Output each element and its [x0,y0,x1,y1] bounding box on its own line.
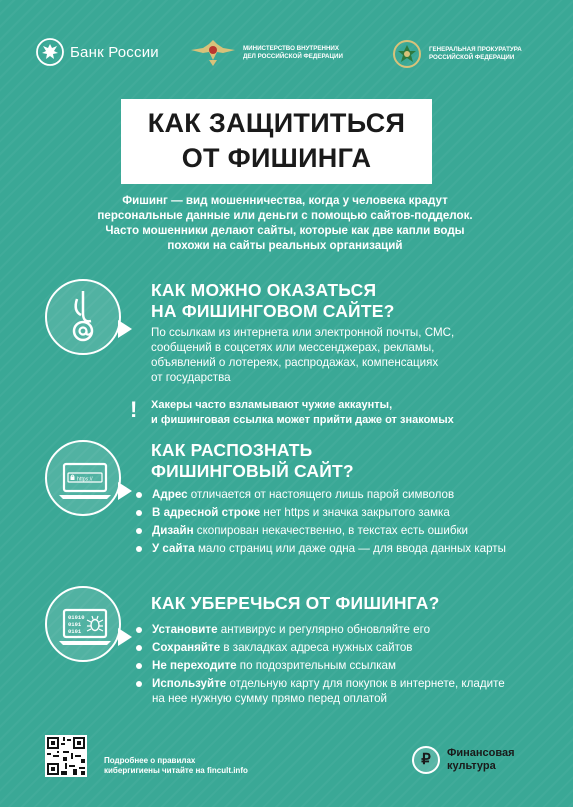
bullet-icon [136,492,142,498]
mvd-name: МИНИСТЕРСТВО ВНУТРЕННИХ ДЕЛ РОССИЙСКОЙ ФЕДЕРАЦИИ [243,45,343,60]
bullet-icon [136,627,142,633]
section1-title-line-1: КАК МОЖНО ОКАЗАТЬСЯ [151,280,377,300]
section1-text-line-4: от государства [151,371,231,384]
section1-text-line-2: сообщений в соцсетях или мессенджерах, рекламы, [151,341,435,354]
intro-line-1: Фишинг — вид мошенничества, когда у человека крадут [122,194,448,207]
speech-tail [118,320,132,338]
binary-line-1: 01010 [68,614,85,621]
section1-title [151,280,394,322]
bullet-icon [136,546,142,552]
prosecutor-emblem-icon [391,38,423,70]
section2-title [151,440,354,482]
bullet-icon [136,510,142,516]
bullet-icon [136,528,142,534]
header [36,38,533,78]
exclamation-icon: ! [130,397,138,422]
section1-text [151,325,511,385]
financial-culture-logo [412,746,537,774]
section3-list [134,622,514,709]
bullet-icon [136,645,142,651]
list-item: В адресной строке нет https и значка закрытого замка [134,505,514,520]
section1-text-line-3: объявлений о лотереях, распродажах, компенсациях [151,356,439,369]
binary-line-2: 0101 [68,621,82,628]
speech-tail [118,628,132,646]
eagle-emblem-icon [36,38,64,66]
speech-tail [118,482,132,500]
section2-list [134,487,514,559]
qr-code-icon [45,735,87,777]
intro-text [70,193,500,253]
mvd-logo [189,38,348,68]
footer-line-2: кибергигиены читайте на fincult.info [104,766,248,775]
prosecutor-logo [391,38,534,70]
laptop-https-icon [45,440,121,516]
list-item: У сайта мало страниц или даже одна — для ввода данных карты [134,541,514,556]
list-item: Используйте отдельную карту для покупок в интернете, кладите на нее нужную сумму прямо перед оплатой [134,676,514,706]
ruble-icon: ₽ [412,746,440,774]
fincult-link[interactable]: fincult.info [206,766,248,775]
laptop-binary-bug-icon [45,586,121,662]
intro-line-2: персональные данные или деньги с помощью сайтов-подделок. [97,209,473,222]
phishing-hook-at-icon [45,279,121,355]
bank-of-russia-logo [36,38,159,66]
page-title [121,99,432,176]
mvd-emblem-icon [189,38,237,68]
prosecutor-name: ГЕНЕРАЛЬНАЯ ПРОКУРАТУРА РОССИЙСКОЙ ФЕДЕРАЦИИ [429,46,522,61]
list-item: Адрес отличается от настоящего лишь парой символов [134,487,514,502]
list-item: Сохраняйте в закладках адреса нужных сайтов [134,640,514,655]
bullet-icon [136,663,142,669]
intro-line-4: похожи на сайты реальных организаций [167,239,403,252]
intro-line-3: Часто мошенники делают сайты, которые как две капли воды [105,224,465,237]
section3-title: КАК УБЕРЕЧЬСЯ ОТ ФИШИНГА? [151,593,440,613]
financial-culture-name: Финансовая культура [447,747,515,772]
title-line-1: КАК ЗАЩИТИТЬСЯ [147,108,406,138]
https-label: https:// [77,476,93,483]
qr-code[interactable] [45,735,87,777]
warning-line-2: и фишинговая ссылка может прийти даже от знакомых [151,414,454,426]
title-box [121,99,432,184]
bank-name: Банк России [70,43,159,61]
list-item: Установите антивирус и регулярно обновляйте его [134,622,514,637]
section2-title-line-1: КАК РАСПОЗНАТЬ [151,440,313,460]
list-item: Не переходите по подозрительным ссылкам [134,658,514,673]
section2-title-line-2: ФИШИНГОВЫЙ САЙТ? [151,461,354,481]
bug-icon [87,616,103,631]
section1-text-line-1: По ссылкам из интернета или электронной почты, СМС, [151,326,455,339]
footer-text [104,756,248,776]
title-line-2: ОТ ФИШИНГА [181,143,372,173]
section1-title-line-2: НА ФИШИНГОВОМ САЙТЕ? [151,301,395,321]
warning-line-1: Хакеры часто взламывают чужие аккаунты, [151,399,393,411]
bullet-icon [136,681,142,687]
footer-line-1: Подробнее о правилах [104,756,196,765]
warning-text [151,398,531,428]
list-item: Дизайн скопирован некачественно, в текстах есть ошибки [134,523,514,538]
binary-line-3: 0101 [68,628,82,635]
